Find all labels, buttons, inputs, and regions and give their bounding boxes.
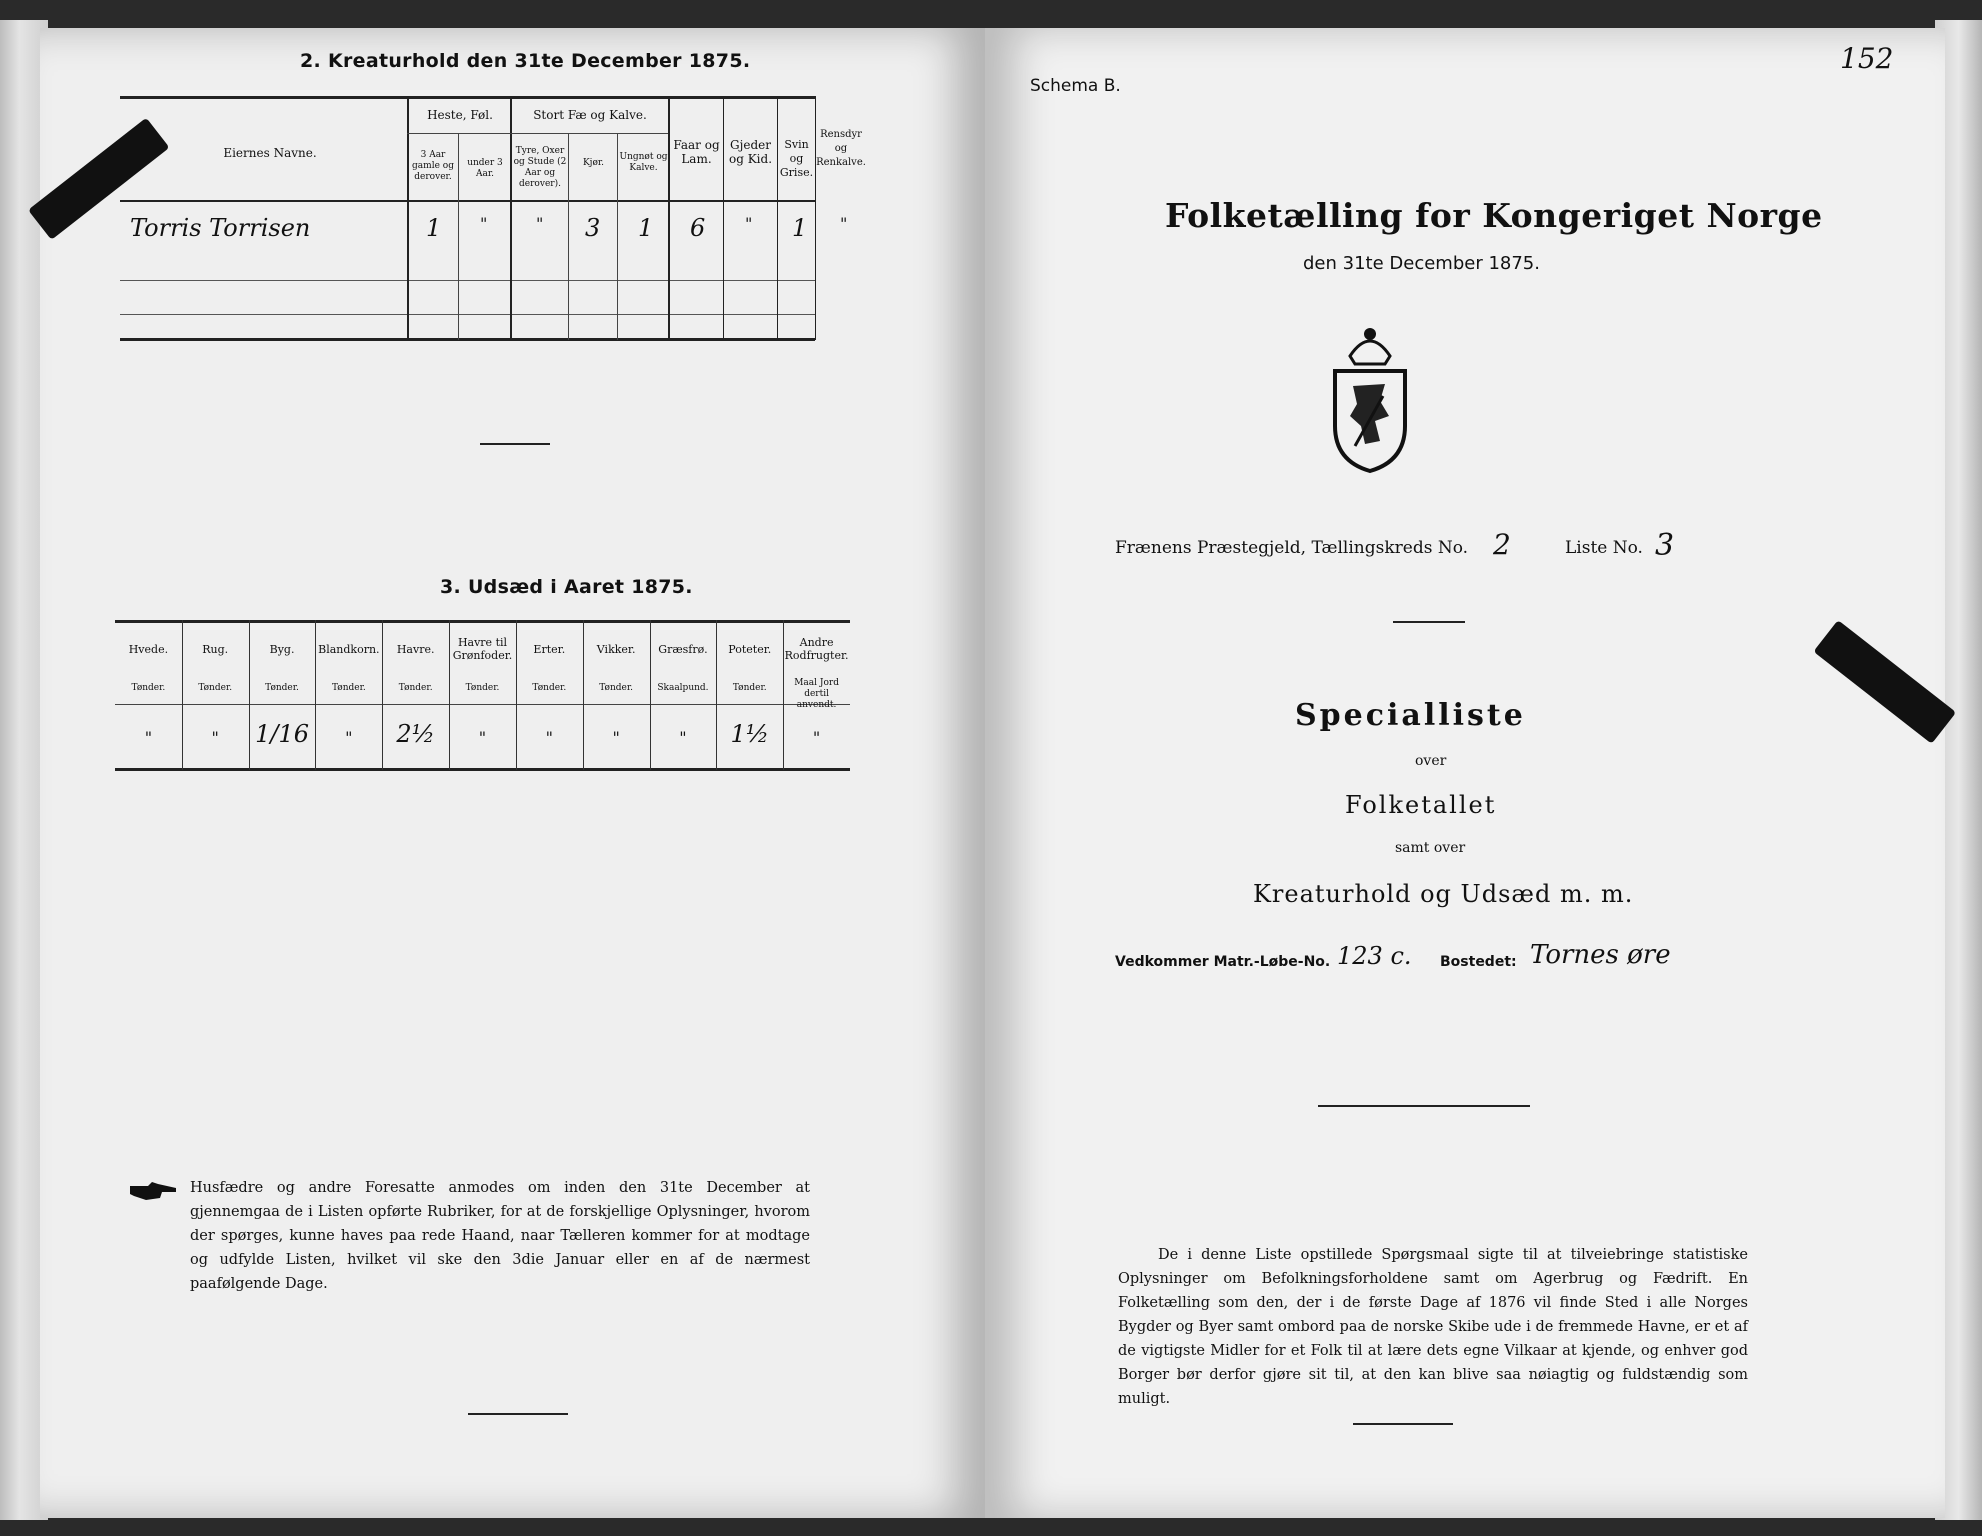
schema-label: Schema B. (1030, 76, 1121, 96)
pointing-hand-icon (128, 1180, 180, 1202)
seed-value-4: 2½ (396, 720, 435, 748)
seed-header-10: Andre Rodfrugter. (784, 636, 849, 662)
liste-number: 3 (1655, 528, 1675, 563)
prestegjeld-label: Frænens Præstegjeld, Tællingskreds No. (1115, 538, 1469, 558)
tyre-value: " (536, 214, 544, 233)
seed-header-0: Hvede. (128, 643, 169, 656)
main-title: Folketælling for Kongeriget Norge (1165, 196, 1823, 235)
svin-header: Svin og Grise. (779, 138, 814, 179)
seed-unit-3: Tønder. (331, 683, 366, 693)
seed-value-6: " (545, 728, 553, 747)
folketallet-label: Folketallet (1345, 791, 1497, 819)
seed-value-5: " (478, 728, 487, 747)
notice-text: Husfædre og andre Foresatte anmodes om inden den 31te December at gjennemgaa de i Listen opførte Rubriker, for at de forskjellige Oplysninger, hvorom der spørges, kunne haves paa rede Haand, naar Tælleren kommer for at modtage og udfylde Listen, hvilket vil ske den 3die Januar eller en af de nærmest paafølgende Dage. (190, 1180, 810, 1292)
tyre-header: Tyre, Oxer og Stude (2 Aar og derover). (513, 146, 567, 189)
seed-unit-4: Tønder. (398, 683, 433, 693)
seed-value-2: 1/16 (255, 720, 309, 748)
section3-title: 3. Udsæd i Aaret 1875. (440, 576, 693, 598)
seed-unit-2: Tønder. (265, 683, 299, 693)
seed-value-10: " (812, 728, 821, 747)
rensdyr-header: Rensdyr og Renkalve. (816, 129, 866, 168)
section2-title: 2. Kreaturhold den 31te December 1875. (300, 50, 751, 72)
kjor-header: Kjør. (582, 158, 605, 168)
seed-value-3: " (345, 728, 353, 747)
page-number: 152 (1840, 42, 1894, 75)
gjeder-header: Gjeder og Kid. (728, 138, 773, 166)
heste-3aar-header: 3 Aar gamle og derover. (412, 150, 454, 182)
col-owner-header: Eiernes Navne. (223, 146, 317, 160)
seed-header-8: Græsfrø. (658, 643, 708, 656)
seed-unit-1: Tønder. (198, 683, 233, 693)
specialliste-title: Specialliste (1295, 698, 1526, 733)
seed-header-2: Byg. (269, 643, 295, 656)
owner-name: Torris Torrisen (130, 214, 311, 242)
faar-value: 6 (690, 214, 706, 242)
ungnot-header: Ungnøt og Kalve. (619, 152, 668, 173)
seed-header-7: Vikker. (596, 643, 636, 656)
seed-unit-6: Tønder. (532, 683, 567, 693)
census-date: den 31te December 1875. (1303, 253, 1540, 274)
seed-header-1: Rug. (202, 643, 229, 656)
seed-unit-7: Tønder. (599, 683, 634, 693)
seed-header-3: Blandkorn. (318, 643, 380, 656)
matr-label: Vedkommer Matr.-Løbe-No. (1115, 954, 1331, 970)
liste-label: Liste No. (1565, 538, 1643, 558)
seed-value-8: " (679, 728, 687, 747)
ungnot-value: 1 (638, 214, 654, 242)
kjor-value: 3 (585, 214, 601, 242)
norway-coat-of-arms-icon (1325, 316, 1415, 476)
seed-value-1: " (211, 728, 219, 747)
rensdyr-value: " (840, 214, 848, 233)
right-page (985, 28, 1945, 1518)
seed-unit-8: Skaalpund. (657, 683, 709, 693)
seed-value-7: " (612, 728, 620, 747)
samt-over-label: samt over (1395, 840, 1466, 856)
stort-group-header: Stort Fæ og Kalve. (533, 108, 647, 122)
heste-under3-value: " (480, 214, 488, 233)
seed-header-6: Erter. (533, 643, 566, 656)
kreds-number: 2 (1493, 528, 1511, 561)
seed-unit-0: Tønder. (131, 683, 166, 693)
seed-header-4: Havre. (396, 643, 435, 656)
matr-number: 123 c. (1337, 942, 1412, 970)
heste-3aar-value: 1 (426, 214, 442, 242)
bosted-label: Bostedet: (1440, 954, 1517, 970)
seed-unit-5: Tønder. (465, 683, 500, 693)
over-label: over (1415, 753, 1447, 769)
svin-value: 1 (792, 214, 808, 242)
seed-value-0: " (144, 728, 153, 747)
gjeder-value: " (745, 214, 753, 233)
footer-text: De i denne Liste opstillede Spørgsmaal sigte til at tilveiebringe statistiske Oplysninger om Befolkningsforholdene samt om Agerbrug og Fædrift. En Folketælling som den, der i de første Dage af 1876 vil finde Sted i alle Norges Bygder og Byer samt ombord paa de norske Skibe ude i de fremmede Havne, er et af de vigtigste Midler for et Folk til at lære dets egne Vilkaar at kjende, og enhver god Borger bør derfor gjøre sit til, at den kan blive saa nøiagtig og fuldstændig som muligt. (1118, 1247, 1748, 1407)
faar-header: Faar og Lam. (673, 138, 720, 166)
heste-group-header: Heste, Føl. (427, 108, 493, 122)
heste-under3-header: under 3 Aar. (467, 158, 503, 179)
seed-header-5: Havre til Grønfoder. (452, 636, 513, 662)
bosted-value: Tornes øre (1530, 940, 1671, 970)
seed-unit-10: Maal Jord dertil anvendt. (794, 678, 839, 710)
seed-header-9: Poteter. (728, 643, 772, 656)
kreaturhold-label: Kreaturhold og Udsæd m. m. (1253, 880, 1634, 908)
left-page (40, 28, 985, 1518)
seed-value-9: 1½ (730, 720, 770, 748)
seed-unit-9: Tønder. (732, 683, 767, 693)
